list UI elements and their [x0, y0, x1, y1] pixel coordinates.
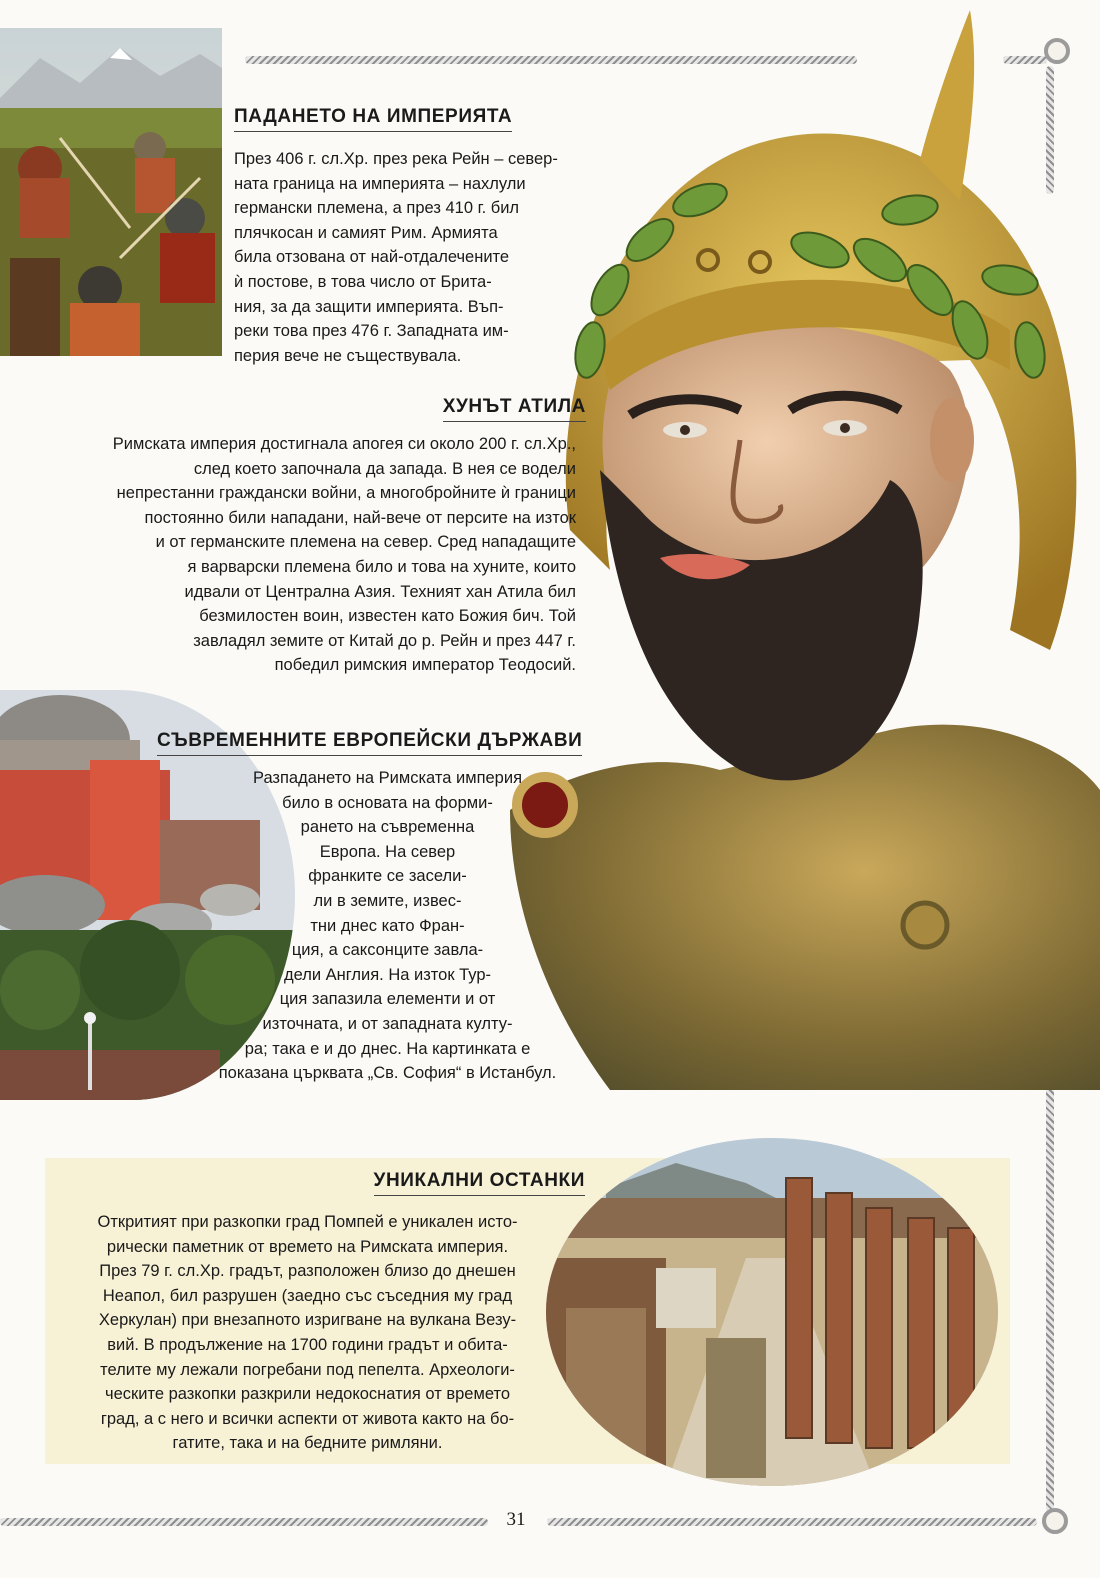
- pompeii-photo: [546, 1138, 998, 1486]
- page-number: 31: [506, 1509, 526, 1530]
- text-line: телите му лежали погребани под пепелта. Археологи-: [100, 1360, 515, 1379]
- text-line: и от германските племена на север. Сред нападащите: [155, 533, 576, 552]
- text-line: постоянно били нападани, най-вече от персите на изток: [144, 508, 576, 527]
- text-line: източната, и от западната култу-: [262, 1014, 513, 1033]
- text-line: Херкулан) при внезапното изригване на вулкана Везу-: [98, 1311, 517, 1330]
- text-line: Европа. На север: [319, 842, 456, 861]
- text-line: била отзована от най-отдалечените: [234, 248, 510, 267]
- text-line: дели Англия. На изток Тур-: [283, 965, 492, 984]
- text-line: реки това през 476 г. Западната им-: [234, 322, 509, 341]
- text-line: плячкосан и самият Рим. Армията: [234, 223, 498, 242]
- text-line: Неапол, бил разрушен (заедно със съседния му град: [102, 1286, 513, 1305]
- text-line: ѝ постове, в това число от Брита-: [234, 272, 492, 291]
- text-line: безмилостен воин, известен като Божия бич. Той: [199, 607, 576, 626]
- text-line: победил римския император Теодосий.: [274, 656, 576, 675]
- text-line: Разпадането на Римската империя: [252, 769, 523, 787]
- text-line: гатите, така и на бедните римляни.: [172, 1434, 443, 1453]
- text-line: било в основата на форми-: [282, 793, 493, 812]
- text-line: Откритият при разкопки град Помпей е уникален исто-: [97, 1213, 518, 1231]
- text-line: след което започнала да запада. В нея се водели: [193, 459, 576, 478]
- text-line: рически паметник от времето на Римската империя.: [106, 1237, 509, 1256]
- text-line: перия вече не съществувала.: [234, 346, 462, 365]
- text-line: завладял земите от Китай до р. Рейн и през 447 г.: [193, 631, 576, 650]
- text-line: През 79 г. сл.Хр. градът, разположен близо до днешен: [99, 1262, 516, 1281]
- text-line: През 406 г. сл.Хр. през река Рейн – север-: [234, 150, 558, 168]
- text-line: град, а с него и всички аспекти от живота както на бо-: [100, 1409, 515, 1428]
- text-line: ната граница на империята – нахлули: [234, 174, 526, 193]
- text-line: тни днес като Фран-: [310, 916, 465, 935]
- text-line: непрестанни граждански войни, а многобройните ѝ граници: [116, 484, 576, 503]
- text-line: показана църквата „Св. София“ в Истанбул.: [218, 1064, 557, 1083]
- modern-states-text: [160, 766, 615, 1086]
- text-line: франките се засели-: [308, 867, 467, 886]
- fall-of-empire-title: ПАДАНЕТО НА ИМПЕРИЯТА: [234, 106, 512, 132]
- text-line: ли в земите, извес-: [313, 891, 462, 910]
- text-line: рането на съвременна: [300, 818, 475, 837]
- text-line: я варварски племена било и това на хуните, които: [187, 557, 576, 576]
- battle-illustration: [0, 28, 222, 356]
- rope-border-bottom-right: [547, 1518, 1037, 1526]
- rope-border-bottom-left: [0, 1518, 488, 1526]
- text-line: ния, за да защити империята. Въп-: [234, 297, 504, 316]
- text-line: ция запазила елементи и от: [279, 990, 496, 1009]
- attila-text: [113, 432, 576, 678]
- unique-remains-title: УНИКАЛНИ ОСТАНКИ: [374, 1170, 585, 1196]
- text-line: германски племена, а през 410 г. бил: [234, 199, 520, 218]
- text-line: Римската империя достигнала апогея си около 200 г. сл.Хр.,: [112, 435, 576, 453]
- rope-knot-bottom-right: [1042, 1508, 1068, 1534]
- text-line: ция, а саксонците завла-: [291, 941, 484, 960]
- text-line: вий. В продължение на 1700 години градът и обита-: [107, 1335, 508, 1354]
- modern-states-title: СЪВРЕМЕННИТЕ ЕВРОПЕЙСКИ ДЪРЖАВИ: [157, 730, 582, 756]
- fall-of-empire-text: [234, 147, 558, 368]
- attila-title: ХУНЪТ АТИЛА: [443, 396, 586, 422]
- text-line: ра; така е и до днес. На картинката е: [244, 1039, 531, 1058]
- text-line: ческите разкопки разкрили недокоснатия от времето: [104, 1385, 510, 1404]
- unique-remains-text: [55, 1210, 560, 1456]
- text-line: идвали от Централна Азия. Техният хан Атила бил: [184, 582, 576, 601]
